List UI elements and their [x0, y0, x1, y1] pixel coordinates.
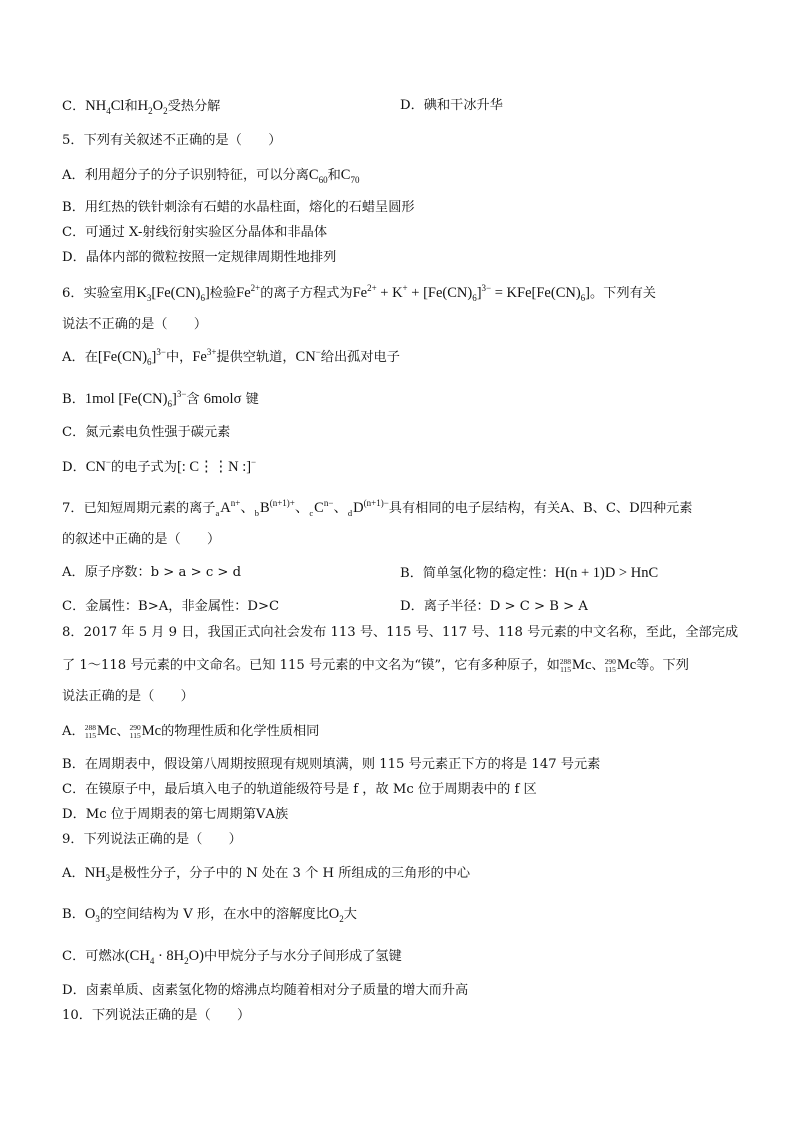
- q9-option-b: B．$O_3$的空间结构为 V 形，在水中的溶解度比$O_2$大: [62, 906, 357, 924]
- q8-option-d: D．Mc 位于周期表的第七周期第ⅤA族: [62, 807, 289, 822]
- q6-option-b: B．1mol $[Fe(CN)_6]^{3-}$含 6molσ 键: [62, 389, 259, 409]
- q8-option-c: C．在镆原子中，最后填入电子的轨道能级符号是 f ，故 Mc 位于周期表中的 f 区: [62, 782, 537, 797]
- q8-option-a: A． 288 115 Mc、 290 115 Mc的物理性质和化学性质相同: [62, 722, 320, 740]
- q10-stem: 10．下列说法正确的是（ ）: [62, 1008, 251, 1023]
- q7-option-b: B．简单氢化物的稳定性：H(n + 1)D > HnC: [400, 565, 659, 581]
- q4-option-c: C．$NH_4Cl$和$H_2O_2$受热分解: [62, 98, 221, 116]
- q5-option-a: A．利用超分子的分子识别特征，可以分离$C_{60}$和$C_{70}$: [62, 167, 360, 185]
- isotope-mc-288: 288 115 Mc: [559, 656, 592, 674]
- q5-option-c: C．可通过 X-射线衍射实验区分晶体和非晶体: [62, 225, 328, 240]
- ion-list: $_aA^{n+}$、$_bB^{(n+1)+}$、$_cC^{n-}$、$_dD^{(n+1)-}$: [215, 498, 389, 518]
- q9-option-a: A．$NH_3$是极性分子，分子中的 N 处在 3 个 H 所组成的三角形的中心: [62, 865, 471, 883]
- q8-option-b: B．在周期表中，假设第八周期按照现有规则填满，则 115 号元素正下方的将是 147 号元素: [62, 757, 601, 772]
- q6-option-c: C．氮元素电负性强于碳元素: [62, 425, 231, 440]
- ionic-equation: $Fe^{2+} + K^+ + [Fe(CN)_6]^{3-} = KFe[Fe(CN)_6]$: [352, 283, 591, 303]
- formula-nh4cl: $NH_4Cl$: [85, 98, 125, 116]
- formula-h2o2: $H_2O_2$: [137, 98, 168, 116]
- q8-stem-line3: 说法正确的是（ ）: [62, 689, 194, 704]
- q9-option-c: C．可燃冰$(CH_4 \cdot 8H_2O)$中甲烷分子与水分子间形成了氢键: [62, 948, 402, 966]
- q6-stem-line2: 说法不正确的是（ ）: [62, 317, 208, 332]
- option-label: C．: [62, 99, 86, 114]
- q7-stem-line2: 的叙述中正确的是（ ）: [62, 532, 221, 547]
- q7-stem-line1: 7．已知短周期元素的离子$_aA^{n+}$、$_bB^{(n+1)+}$、$_cC^{n-}$、$_dD^{(n+1)-}$具有相同的电子层结构，有关A、B、C、D四种元素: [62, 498, 693, 518]
- q4-option-d: D．碘和干冰升华: [400, 98, 503, 113]
- q8-stem-line2: 了 1～118 号元素的中文命名。已知 115 号元素的中文名为“镆”，它有多种原子，如 288 115 Mc、 290 115 Mc等。下列: [62, 656, 689, 674]
- q9-option-d: D．卤素单质、卤素氢化物的熔沸点均随着相对分子质量的增大而升高: [62, 983, 469, 998]
- q7-option-d: D．离子半径：D > C > B > A: [400, 599, 588, 614]
- q6-option-a: A．在$[Fe(CN)_6]^{3-}$中，$Fe^{3+}$提供空轨道，CN−给出孤对电子: [62, 347, 400, 367]
- q5-option-d: D．晶体内部的微粒按照一定规律周期性地排列: [62, 250, 337, 265]
- electron-formula: [: C⋮⋮N :]−: [176, 457, 257, 475]
- q5-option-b: B．用红热的铁针刺涂有石蜡的水晶柱面，熔化的石蜡呈圆形: [62, 200, 415, 215]
- q8-stem-line1: 8．2017 年 5 月 9 日，我国正式向社会发布 113 号、115 号、117 号、118 号元素的中文名称，至此，全部完成: [62, 625, 739, 640]
- q7-option-a: A．原子序数：b > a > c > d: [62, 565, 242, 580]
- q7-option-c: C．金属性：B>A，非金属性：D>C: [62, 599, 280, 614]
- isotope-mc-290: 290 115 Mc: [604, 656, 637, 674]
- q5-stem: 5．下列有关叙述不正确的是（ ）: [62, 133, 282, 148]
- q6-stem-line1: 6．实验室用$K_3[Fe(CN)_6]$检验$Fe^{2+}$的离子方程式为$Fe^{2+} + K^+ + [Fe(CN)_6]^{3-} = KFe[Fe(CN)_6]$。下列有关: [62, 283, 656, 303]
- q9-stem: 9．下列说法正确的是（ ）: [62, 832, 242, 847]
- q6-option-d: D．CN−的电子式为[: C⋮⋮N :]−: [62, 457, 257, 475]
